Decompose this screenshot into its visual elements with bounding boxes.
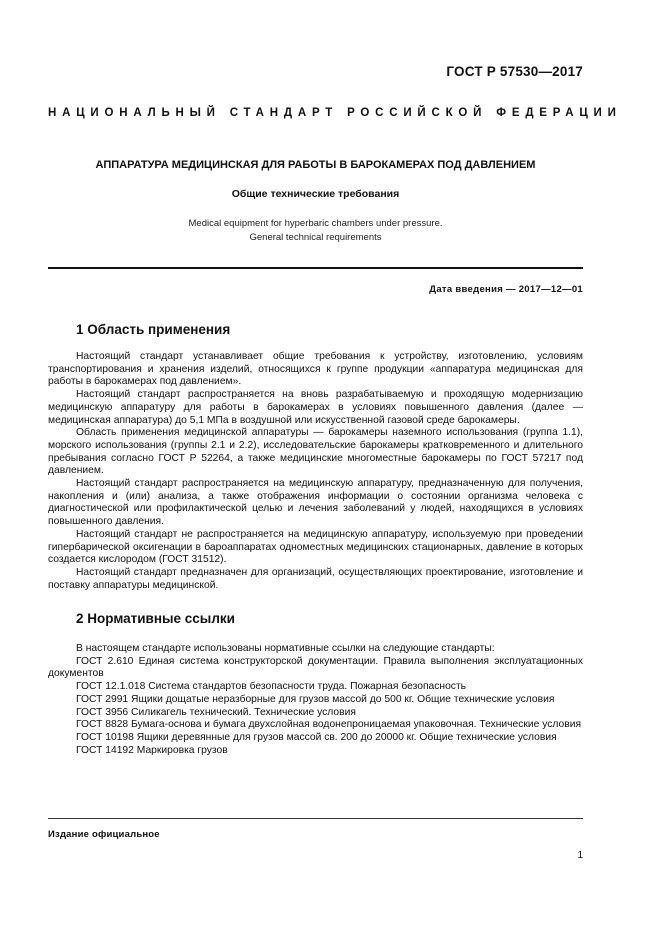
standard-number: ГОСТ Р 57530—2017 xyxy=(446,64,583,79)
official-edition-label: Издание официальное xyxy=(48,829,160,840)
english-title-line-1: Medical equipment for hyperbaric chambers under pressure. xyxy=(188,218,443,229)
document-subtitle: Общие технические требования xyxy=(231,188,400,200)
document-title: АППАРАТУРА МЕДИЦИНСКАЯ ДЛЯ РАБОТЫ В БАРОКАМЕРАХ ПОД ДАВЛЕНИЕМ xyxy=(95,159,536,171)
section-2-body xyxy=(48,643,583,757)
paragraph: Настоящий стандарт распространяется на медицинскую аппаратуру, предназначенную для получения, накопления и (или) анализа, а также отображения информации о состоянии организма человека с диагностической или профилактической целью и лечения заболеваний у людей, находящихся в условиях повышенного давления. xyxy=(48,478,583,528)
page-number: 1 xyxy=(577,850,583,861)
section-2-heading: 2 Нормативные ссылки xyxy=(76,611,235,626)
reference-item: ГОСТ 8828 Бумага-основа и бумага двухслойная водонепроницаемая упаковочная. Технические условия xyxy=(76,719,582,731)
paragraph: В настоящем стандарте использованы нормативные ссылки на следующие стандарты: xyxy=(76,643,495,654)
reference-item: ГОСТ 10198 Ящики деревянные для грузов массой св. 200 до 20000 кг. Общие технические условия xyxy=(76,731,557,743)
english-title xyxy=(48,217,583,245)
national-standard-line: НАЦИОНАЛЬНЫЙ СТАНДАРТ РОССИЙСКОЙ ФЕДЕРАЦИИ xyxy=(48,107,622,119)
section-1-heading: 1 Область применения xyxy=(76,322,231,337)
reference-item: ГОСТ 2.610 Единая система конструкторской документации. Правила выполнения эксплуатационных документов xyxy=(48,655,583,680)
paragraph: Настоящий стандарт не распространяется на медицинскую аппаратуру, используемую при проведении гипербарической оксигенации в бароаппаратах одноместных медицинских стационарных, давление в которых создается кислородом (ГОСТ 31512). xyxy=(48,528,583,566)
title-divider xyxy=(48,267,583,269)
paragraph: Настоящий стандарт предназначен для организаций, осуществляющих проектирование, изготовление и поставку аппаратуры медицинской. xyxy=(48,566,583,591)
introduction-date: Дата введения — 2017—12—01 xyxy=(429,284,583,295)
footer-divider xyxy=(48,818,583,819)
english-title-line-2: General technical requirements xyxy=(249,232,382,243)
paragraph: Область применения медицинской аппаратуры — барокамеры наземного использования (группа 1.1), морского использования (группы 2.1 и 2.2), исследовательские барокамеры кратковременного и длительного пребывания согласно ГОСТ Р 52264, а также медицинские многоместные барокамеры по ГОСТ 57217 под давлением. xyxy=(48,427,583,477)
reference-item: ГОСТ 2991 Ящики дощатые неразборные для грузов массой до 500 кг. Общие технические условия xyxy=(76,693,555,705)
reference-item: ГОСТ 3956 Силикагель технический. Технические условия xyxy=(76,706,356,718)
paragraph: Настоящий стандарт распространяется на вновь разрабатываемую и проходящую модернизацию медицинскую аппаратуру для работы в барокамерах в условиях повышенного давления (далее — медицинская аппаратура) до 5,1 МПа в воздушной или искусственной газовой среде барокамеры. xyxy=(48,389,583,426)
reference-item: ГОСТ 12.1.018 Система стандартов безопасности труда. Пожарная безопасность xyxy=(76,681,467,693)
paragraph: Настоящий стандарт устанавливает общие требования к устройству, изготовлению, условиям транспортирования и хранения изделий, относящихся к группе продукции «аппаратура медицинская для работы в барокамерах под давлением». xyxy=(48,351,583,388)
section-1-body xyxy=(48,351,583,592)
reference-item: ГОСТ 14192 Маркировка грузов xyxy=(76,744,228,756)
